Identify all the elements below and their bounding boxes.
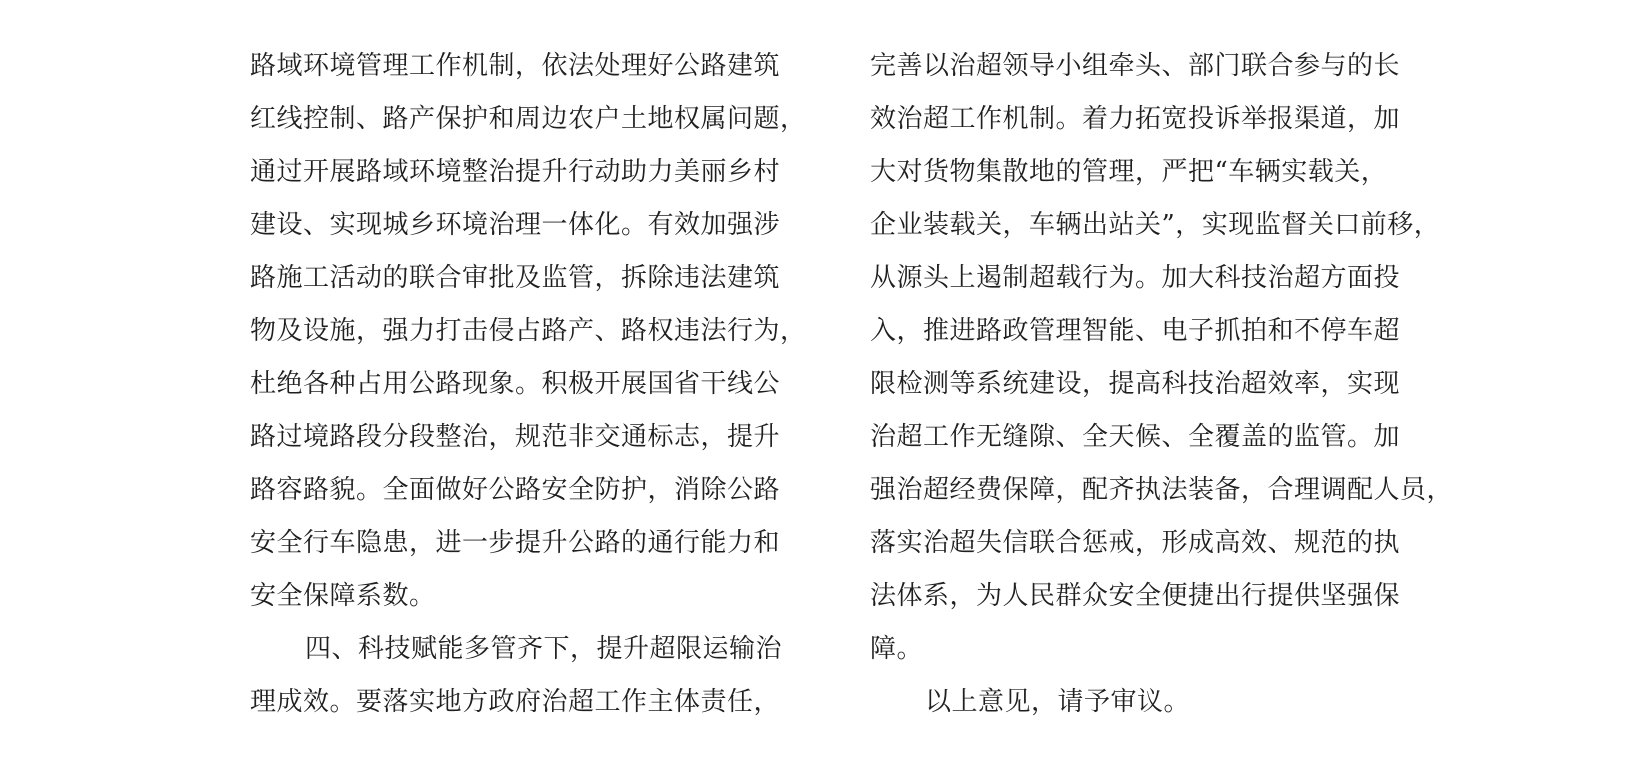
text-line: 完善以治超领导小组牵头、部门联合参与的长 [870, 51, 1401, 81]
text-line: 入，推进路政管理智能、电子抓拍和不停车超 [870, 316, 1401, 346]
text-line: 红线控制、路产保护和周边农户土地权属问题， [250, 104, 807, 134]
text-line: 理成效。要落实地方政府治超工作主体责任， [250, 687, 781, 717]
closing-line: 以上意见，请予审议。 [925, 687, 1191, 717]
text-line: 杜绝各种占用公路现象。积极开展国省干线公 [250, 369, 781, 399]
text-line: 障。 [870, 634, 924, 664]
section-heading-line: 四、科技赋能多管齐下，提升超限运输治 [305, 634, 783, 664]
left-text-column [250, 40, 810, 729]
text-line: 落实治超失信联合惩戒，形成高效、规范的执 [870, 528, 1401, 558]
text-line: 路施工活动的联合审批及监管，拆除违法建筑 [250, 263, 781, 293]
text-line: 从源头上遏制超载行为。加大科技治超方面投 [870, 263, 1401, 293]
text-line: 安全行车隐患，进一步提升公路的通行能力和 [250, 528, 781, 558]
text-line: 通过开展路域环境整治提升行动助力美丽乡村 [250, 157, 781, 187]
text-line: 治超工作无缝隙、全天候、全覆盖的监管。加 [870, 422, 1401, 452]
text-line: 路容路貌。全面做好公路安全防护，消除公路 [250, 475, 781, 505]
right-text-column [870, 40, 1454, 729]
text-line: 强治超经费保障，配齐执法装备，合理调配人员， [870, 475, 1454, 505]
text-line: 安全保障系数。 [250, 581, 436, 611]
text-line: 法体系，为人民群众安全便捷出行提供坚强保 [870, 581, 1401, 611]
text-line: 物及设施，强力打击侵占路产、路权违法行为， [250, 316, 807, 346]
text-line: 建设、实现城乡环境治理一体化。有效加强涉 [250, 210, 781, 240]
text-line: 限检测等系统建设，提高科技治超效率，实现 [870, 369, 1401, 399]
text-line: 效治超工作机制。着力拓宽投诉举报渠道，加 [870, 104, 1401, 134]
text-line: 企业装载关，车辆出站关”，实现监督关口前移， [870, 210, 1441, 240]
text-line: 路过境路段分段整治，规范非交通标志，提升 [250, 422, 781, 452]
text-line: 大对货物集散地的管理，严把“车辆实载关， [870, 157, 1388, 187]
text-line: 路域环境管理工作机制，依法处理好公路建筑 [250, 51, 781, 81]
